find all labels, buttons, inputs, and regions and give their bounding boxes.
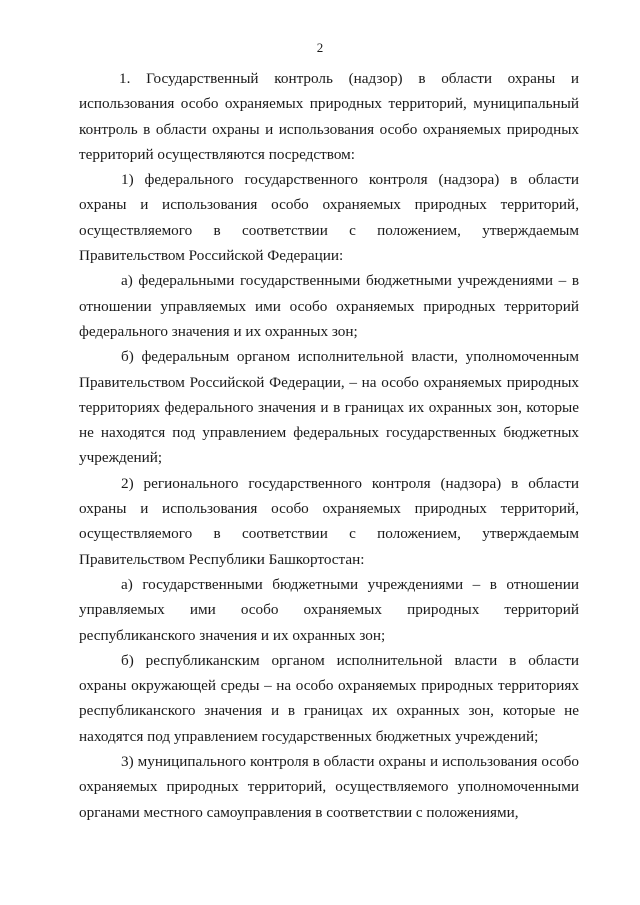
page-number: 2 [316, 40, 324, 55]
paragraph-regional-control: 2) регионального государственного контроля (надзора) в области охраны и использования особо охраняемых природных территорий, осуществляемого в соответствии с положением, утверждаемым Правительством Республики Башкортостан: [79, 474, 579, 568]
paragraph-municipal-control: 3) муниципального контроля в области охраны и использования особо охраняемых природных территорий, осуществляемого уполномоченными органами местного самоуправления в соответствии с положениями, [79, 753, 579, 821]
paragraph-federal-control: 1) федерального государственного контроля (надзора) в области охраны и использования особо охраняемых природных территорий, осуществляемого в соответствии с положением, утверждаемым Правительством Российской Федерации: [79, 171, 579, 265]
paragraph-republican-authority: б) республиканским органом исполнительной власти в области охраны окружающей среды – на особо охраняемых природных территориях республиканского значения и в границах их охранных зон, которые не находятся под управлением государственных бюджетных учреждений; [79, 651, 579, 745]
paragraph-federal-institutions: а) федеральными государственными бюджетными учреждениями – в отношении управляемых ими особо охраняемых природных территорий федерального значения и их охранных зон; [79, 272, 579, 340]
document-body [79, 66, 579, 825]
paragraph-federal-authority: б) федеральным органом исполнительной власти, уполномоченным Правительством Российской Федерации, – на особо охраняемых природных территориях федерального значения и в границах их охранных зон, которые не находятся под управлением федеральных государственных бюджетных учреждений; [79, 348, 579, 467]
paragraph-state-institutions: а) государственными бюджетными учреждениями – в отношении управляемых ими особо охраняемых природных территорий республиканского значения и их охранных зон; [79, 575, 579, 644]
paragraph-1-general: 1. Государственный контроль (надзор) в области охраны и использования особо охраняемых природных территорий, муниципальный контроль в области охраны и использования особо охраняемых природных территорий осуществляются посредством: [79, 70, 579, 163]
